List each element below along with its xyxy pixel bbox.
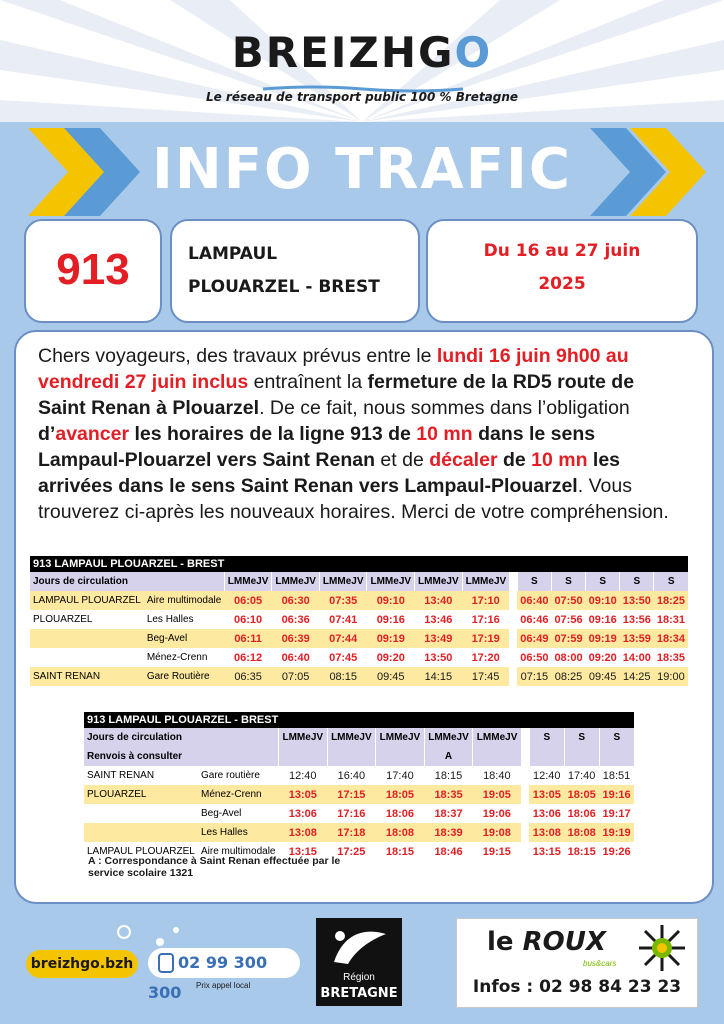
day-header: S (586, 572, 620, 591)
day-header: LMMeJV (272, 572, 320, 591)
operator-subtitle: bus&cars (583, 959, 617, 968)
time-cell: 07:15 (520, 670, 549, 683)
text-run: . Vous trouverez ci-après les nouveaux horaires. Merci de votre compréhension. (38, 475, 669, 523)
table-row (30, 610, 688, 629)
table-row (30, 629, 688, 648)
time-cell: 09:10 (376, 594, 405, 607)
time-cell: 13:05 (532, 788, 561, 801)
town-cell (84, 823, 198, 842)
time-cell: 12:40 (533, 769, 561, 782)
timetable-outbound (30, 556, 688, 686)
table-spacer (509, 629, 517, 648)
town-cell (30, 629, 144, 648)
time-cell: 19:19 (602, 826, 631, 839)
time-cell: 14:00 (622, 651, 651, 664)
stop-cell: Ménez-Crenn (201, 788, 262, 800)
time-cell: 09:16 (376, 613, 405, 626)
table-spacer (599, 747, 634, 766)
table-row (84, 823, 634, 842)
time-cell: 07:41 (329, 613, 358, 626)
time-cell: 13:08 (288, 826, 317, 839)
text-run: fermeture de la RD5 route de Saint Renan à Plouarzel (38, 371, 635, 419)
table-spacer (521, 804, 530, 823)
time-cell: 17:40 (567, 769, 596, 782)
time-cell: 09:20 (588, 651, 617, 664)
operator-panel (456, 918, 698, 1008)
town-cell (30, 648, 144, 667)
time-cell: 09:16 (588, 613, 617, 626)
footnote-a: A : Correspondance à Saint Renan effectuée par le service scolaire 1321 (88, 855, 341, 879)
time-cell: 16:40 (337, 769, 366, 782)
town-cell: SAINT RENAN (33, 670, 101, 682)
text-run: lundi 16 juin 9h00 au vendredi 27 juin inclus (38, 345, 629, 393)
dates-box (426, 219, 698, 323)
time-cell: 06:35 (234, 670, 262, 683)
table-row (30, 648, 688, 667)
day-header: S (599, 728, 634, 747)
time-cell: 18:35 (434, 788, 463, 801)
time-cell: 13:15 (288, 845, 317, 858)
stop-cell: Gare Routière (146, 670, 210, 682)
table-spacer (521, 785, 530, 804)
route-line-1: LAMPAUL (188, 244, 278, 264)
time-cell: 18:51 (602, 769, 631, 782)
time-cell: 06:36 (281, 613, 310, 626)
time-cell: 09:19 (588, 632, 617, 645)
table-spacer (509, 572, 517, 591)
time-cell: 06:50 (520, 651, 549, 664)
time-cell: 17:16 (337, 807, 366, 820)
time-cell: 13:06 (288, 807, 317, 820)
table-spacer (509, 648, 517, 667)
time-cell: 18:08 (385, 826, 414, 839)
text-run: 10 mn (416, 423, 473, 445)
day-header: S (529, 728, 564, 747)
time-cell: 17:16 (471, 613, 500, 626)
time-cell: 13:40 (424, 594, 453, 607)
line-number-box (24, 219, 162, 323)
time-cell: 18:31 (656, 613, 685, 626)
time-cell: 07:59 (554, 632, 583, 645)
day-header: S (620, 572, 654, 591)
time-cell: 06:11 (234, 632, 262, 645)
time-cell: 13:59 (622, 632, 651, 645)
text-run: et de (375, 449, 430, 471)
time-cell: 17:40 (386, 769, 414, 782)
stop-cell: Les Halles (201, 826, 248, 838)
text-run: les arrivées dans le sens Saint Renan vers Lampaul-Plouarzel (38, 449, 621, 497)
day-header: LMMeJV (462, 572, 509, 591)
time-cell: 18:39 (434, 826, 463, 839)
text-run: le (487, 927, 514, 957)
day-header: S (654, 572, 688, 591)
renvois-row (84, 747, 634, 766)
time-cell: 07:45 (329, 651, 358, 664)
text-run: entraînent la (248, 371, 368, 393)
time-cell: 17:10 (471, 594, 500, 607)
stop-cell: Aire multimodale (146, 594, 222, 606)
header-area (0, 0, 724, 122)
renvoi-a-marker: A (424, 747, 473, 766)
table-spacer (521, 823, 530, 842)
time-cell: 09:20 (376, 651, 405, 664)
route-line-2: PLOUARZEL - BREST (188, 277, 380, 297)
time-cell: 06:49 (520, 632, 549, 645)
phone-note: Prix appel local (196, 981, 251, 990)
time-cell: 19:08 (482, 826, 511, 839)
time-cell: 19:15 (482, 845, 511, 858)
phone-icon (158, 953, 174, 973)
time-cell: 18:35 (656, 651, 685, 664)
text-run: les horaires de la ligne 913 de (129, 423, 417, 445)
table-spacer (521, 766, 530, 785)
time-cell: 18:05 (385, 788, 414, 801)
time-cell: 07:50 (554, 594, 583, 607)
day-header: LMMeJV (415, 572, 463, 591)
time-cell: 17:18 (337, 826, 366, 839)
time-cell: 08:25 (554, 670, 583, 683)
time-cell: 19:17 (602, 807, 631, 820)
time-cell: 13:56 (622, 613, 651, 626)
stop-cell: Les Halles (146, 613, 194, 625)
time-cell: 19:16 (602, 788, 631, 801)
time-cell: 18:06 (567, 807, 596, 820)
stop-cell: Beg-Avel (201, 807, 242, 819)
sun-logo-icon (637, 923, 687, 973)
table-spacer (521, 842, 530, 861)
time-cell: 18:34 (656, 632, 685, 645)
time-cell: 13:08 (532, 826, 561, 839)
text-run: de (497, 449, 532, 471)
time-cell: 17:15 (337, 788, 366, 801)
time-cell: 18:15 (434, 769, 463, 782)
time-cell: 17:20 (471, 651, 500, 664)
route-box (170, 219, 420, 323)
ermine-flag-icon (326, 924, 392, 968)
day-header: LMMeJV (224, 572, 272, 591)
time-cell: 19:05 (482, 788, 511, 801)
time-cell: 17:19 (471, 632, 500, 645)
time-cell: 09:10 (588, 594, 617, 607)
time-cell (376, 747, 425, 766)
time-cell: 07:35 (329, 594, 358, 607)
town-cell: PLOUARZEL (33, 613, 93, 625)
time-cell: 09:45 (588, 670, 617, 683)
day-header: S (551, 572, 585, 591)
table-row (84, 785, 634, 804)
renvois-label: Renvois à consulter (87, 751, 183, 762)
time-cell: 06:40 (281, 651, 310, 664)
town-cell: LAMPAUL PLOUARZEL (87, 845, 195, 857)
day-header: LMMeJV (473, 728, 521, 747)
time-cell: 06:30 (281, 594, 310, 607)
logo-wave (263, 80, 463, 86)
town-cell: PLOUARZEL (87, 788, 147, 800)
time-cell: 18:15 (567, 845, 596, 858)
time-cell: 07:56 (554, 613, 583, 626)
table-spacer (509, 610, 517, 629)
dates-line-1: Du 16 au 27 juin (483, 241, 641, 261)
town-cell: LAMPAUL PLOUARZEL (33, 594, 141, 606)
time-cell: 13:15 (532, 845, 561, 858)
time-cell: 17:25 (337, 845, 366, 858)
table-row (30, 591, 688, 610)
day-header: LMMeJV (424, 728, 473, 747)
time-cell: 18:46 (434, 845, 463, 858)
time-cell (327, 747, 376, 766)
time-cell: 13:49 (424, 632, 453, 645)
time-cell: 06:12 (234, 651, 263, 664)
time-cell: 09:45 (377, 670, 405, 683)
time-cell: 19:00 (657, 670, 685, 683)
text-run: d’ (38, 423, 56, 445)
days-label: Jours de circulation (87, 732, 183, 743)
time-cell (473, 747, 521, 766)
dates-line-2: 2025 (538, 274, 586, 294)
table-spacer (564, 747, 599, 766)
time-cell: 18:06 (385, 807, 414, 820)
day-header: S (564, 728, 599, 747)
table-spacer (509, 667, 517, 686)
time-cell: 18:40 (483, 769, 511, 782)
website-badge[interactable]: breizhgo.bzh (26, 950, 138, 978)
text-run: dans le sens Lampaul-Plouarzel vers Saint Renan (38, 423, 596, 471)
table-row (30, 667, 688, 686)
region-name: BRETAGNE (320, 986, 398, 1001)
day-header: S (517, 572, 551, 591)
time-cell: 06:40 (520, 594, 549, 607)
time-cell: 13:06 (532, 807, 561, 820)
notice-message (38, 343, 686, 525)
text-run: ROUX (522, 927, 606, 957)
time-cell: 19:26 (602, 845, 631, 858)
time-cell: 18:25 (656, 594, 685, 607)
time-cell: 13:46 (424, 613, 453, 626)
days-label: Jours de circulation (33, 576, 129, 587)
text-run: 10 mn (531, 449, 588, 471)
table-row (84, 804, 634, 823)
text-run: 02 99 300 300 (148, 953, 268, 1002)
stop-cell: Beg-Avel (146, 632, 188, 644)
time-cell: 06:46 (520, 613, 549, 626)
table-title: 913 LAMPAUL PLOUARZEL - BREST (84, 712, 634, 728)
table-spacer (509, 591, 517, 610)
time-cell (278, 747, 327, 766)
operator-info-phone: Infos : 02 98 84 23 23 (472, 977, 682, 997)
time-cell: 18:08 (567, 826, 596, 839)
text-run: avancer (55, 423, 130, 445)
stop-cell: Gare routière (201, 769, 260, 781)
line-number: 913 (56, 245, 130, 294)
table-header-row (30, 572, 688, 591)
day-header: LMMeJV (367, 572, 415, 591)
day-header: LMMeJV (327, 728, 376, 747)
time-cell: 09:19 (376, 632, 405, 645)
stop-cell: Ménez-Crenn (146, 651, 208, 663)
time-cell: 18:15 (385, 845, 414, 858)
time-cell: 17:45 (471, 670, 500, 683)
day-header: LMMeJV (278, 728, 327, 747)
region-bretagne-logo (316, 918, 402, 1006)
table-row (84, 766, 634, 785)
time-cell: 08:15 (329, 670, 357, 683)
day-header: LMMeJV (376, 728, 425, 747)
time-cell: 18:05 (567, 788, 596, 801)
time-cell: 06:10 (234, 613, 263, 626)
town-cell (84, 804, 198, 823)
tagline: Le réseau de transport public 100 % Bretagne (205, 90, 519, 104)
time-cell: 07:44 (329, 632, 358, 645)
text-run: . De ce fait, nous sommes dans l’obligation (259, 397, 630, 419)
time-cell: 06:39 (281, 632, 310, 645)
text-run: décaler (429, 449, 498, 471)
text-run: O (454, 28, 493, 77)
day-header: LMMeJV (319, 572, 367, 591)
time-cell: 13:50 (424, 651, 453, 664)
time-cell: 08:00 (554, 651, 583, 664)
time-cell: 14:25 (623, 670, 651, 683)
table-spacer (529, 747, 564, 766)
table-spacer (521, 728, 530, 747)
time-cell: 13:05 (288, 788, 317, 801)
time-cell: 13:50 (622, 594, 651, 607)
operator-logo (487, 927, 606, 957)
table-header-row (84, 728, 634, 747)
town-cell: SAINT RENAN (87, 769, 155, 781)
table-title: 913 LAMPAUL PLOUARZEL - BREST (30, 556, 688, 572)
time-cell: 07:05 (281, 670, 310, 683)
region-label: Région (343, 972, 375, 983)
time-cell: 19:06 (482, 807, 511, 820)
text-run: Chers voyageurs, des travaux prévus entre le (38, 345, 437, 367)
stop-cell: Aire multimodale (201, 845, 276, 857)
breizhgo-logo (0, 28, 724, 77)
time-cell: 12:40 (289, 769, 317, 782)
timetable-return (84, 712, 634, 861)
time-cell: 14:15 (424, 670, 453, 683)
time-cell: 06:05 (234, 594, 263, 607)
info-trafic-title: INFO TRAFIC (152, 137, 572, 202)
text-run: BREIZHG (231, 28, 455, 77)
table-spacer (521, 747, 530, 766)
time-cell: 18:37 (434, 807, 463, 820)
